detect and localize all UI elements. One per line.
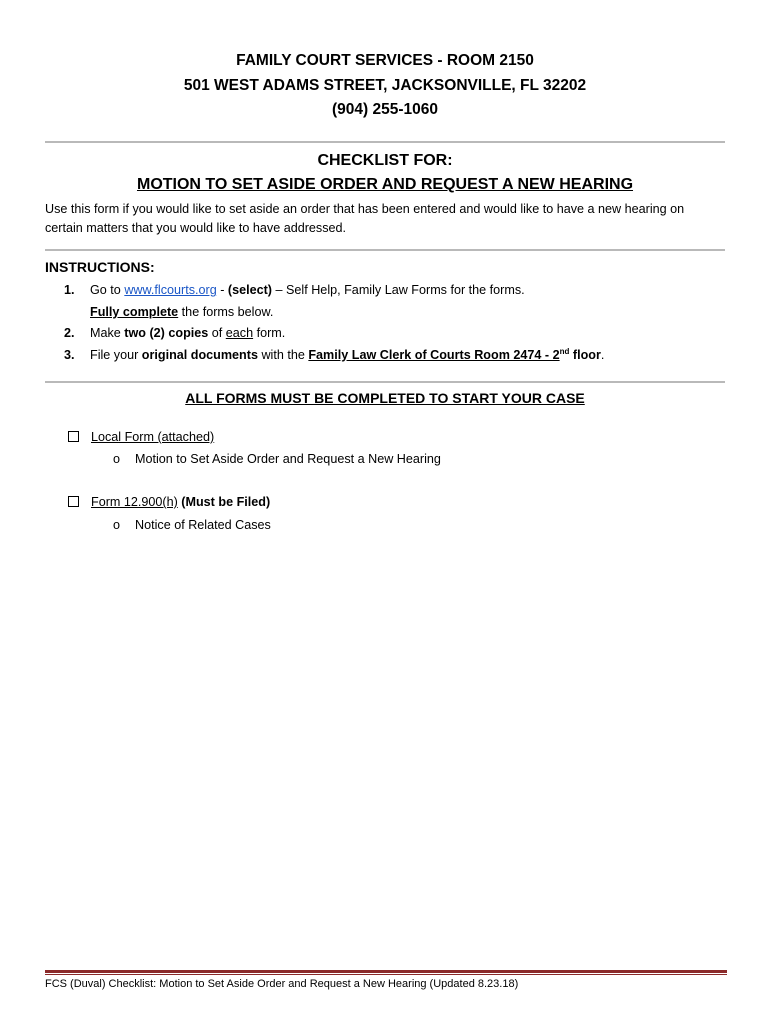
divider [45, 381, 725, 383]
clerk-location-text: Family Law Clerk of Courts Room 2474 - 2 [308, 348, 560, 362]
form-subitem-1 [113, 452, 441, 466]
floor-text: floor [569, 348, 601, 362]
step-underlined-text: each [225, 326, 254, 340]
form-subitem-2 [113, 518, 271, 532]
instruction-step-3 [64, 348, 604, 362]
step-bold-text: two (2) copies [124, 326, 209, 340]
step-text: - [216, 283, 228, 297]
step-text: File your [90, 348, 142, 362]
checkbox[interactable] [68, 496, 79, 507]
step-text: Go to [90, 283, 125, 297]
divider [45, 141, 725, 143]
instruction-step-2 [64, 326, 285, 340]
step-underlined-text: Fully complete [90, 305, 179, 319]
checklist-title: CHECKLIST FOR: [317, 152, 453, 169]
form-subitem-text: Motion to Set Aside Order and Request a New Hearing [135, 452, 441, 466]
intro-text: Use this form if you would like to set aside an order that has been entered and would like to have a new hearing on certain matters that you would like to have addressed. [45, 202, 685, 235]
footer-rule [45, 970, 727, 973]
step-number: 2. [64, 326, 75, 340]
step-text: . [600, 348, 605, 362]
instructions-title: INSTRUCTIONS: [45, 259, 155, 275]
ordinal-suffix: nd [559, 346, 570, 356]
form-label: Local Form (attached) [91, 430, 215, 444]
header-office: FAMILY COURT SERVICES - ROOM 2150 [236, 52, 534, 69]
step-bold-text: (select) [227, 283, 273, 297]
step-text: of [208, 326, 226, 340]
footer-text: FCS (Duval) Checklist: Motion to Set Aside Order and Request a New Hearing (Updated 8.23.18) [45, 978, 519, 990]
step-number: 3. [64, 348, 75, 362]
checklist-subtitle: MOTION TO SET ASIDE ORDER AND REQUEST A NEW HEARING [136, 176, 634, 193]
all-forms-heading: ALL FORMS MUST BE COMPLETED TO START YOUR CASE [185, 390, 585, 406]
divider [45, 249, 725, 251]
header-address: 501 WEST ADAMS STREET, JACKSONVILLE, FL 32202 [183, 77, 587, 94]
instruction-step-1-continued [90, 305, 273, 319]
step-number: 1. [64, 283, 75, 297]
step-text: Make [90, 326, 125, 340]
form-checklist-item-2 [68, 495, 270, 509]
form-checklist-item-1 [68, 430, 214, 444]
step-text: – Self Help, Family Law Forms for the forms. [272, 283, 525, 297]
instruction-step-1 [64, 283, 525, 297]
flcourts-link[interactable]: www.flcourts.org [124, 283, 217, 297]
checkbox[interactable] [68, 431, 79, 442]
bullet-icon: o [113, 452, 121, 466]
form-note: (Must be Filed) [177, 495, 271, 509]
step-bold-text: original documents [141, 348, 258, 362]
header-phone: (904) 255-1060 [332, 101, 438, 118]
form-label: Form 12.900(h) [91, 495, 178, 509]
step-text: the forms below. [178, 305, 274, 319]
form-subitem-text: Notice of Related Cases [135, 518, 271, 532]
bullet-icon: o [113, 518, 121, 532]
step-text: with the [257, 348, 309, 362]
footer-rule [45, 974, 727, 975]
step-text: form. [253, 326, 286, 340]
